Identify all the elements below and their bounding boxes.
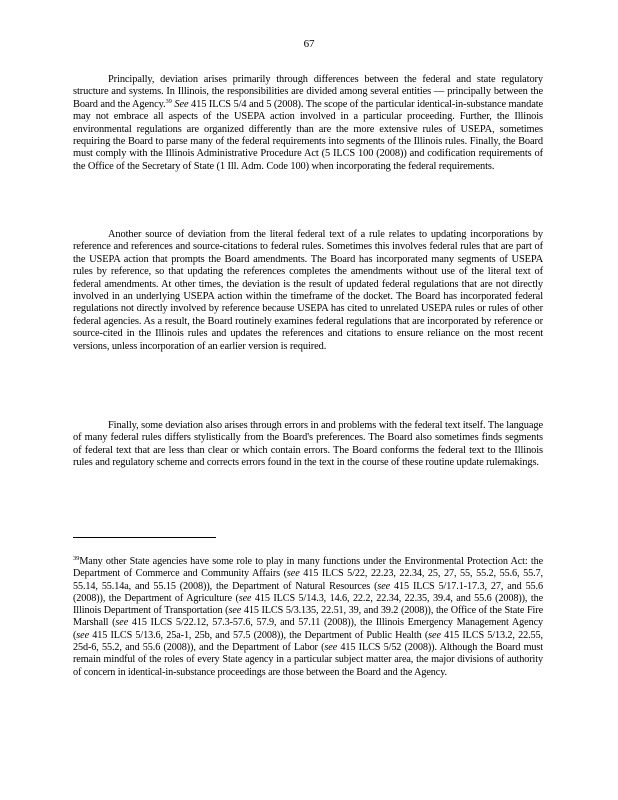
paragraph-3 xyxy=(73,420,543,470)
footnote-reference[interactable]: 39 xyxy=(165,97,172,105)
citation-signal: See xyxy=(174,98,189,110)
paragraph-2-text: Another source of deviation from the literal federal text of a rule relates to updating incorporations by reference and references and source-citations to federal rules. Sometimes this involves federal rules that are part of the USEPA action that prompts the Board amendments. The Board has incorporated many segments of USEPA rules by reference, so that updating the references completes the amendments without use of the literal text of federal amendments. At other times, the deviation is the result of updated federal regulations that are not directly involved in an underlying USEPA action within the timeframe of the docket. The Board has incorporated federal regulations not directly involved by reference because USEPA has cited to unrelated USEPA rules or rules of other federal agencies. As a result, the Board routinely examines federal regulations that are incorporated by reference or source-cited in the Illinois rules and updates the references and citations to ensure reliance on the most recent versions, unless incorporation of an earlier version is required. xyxy=(73,229,543,352)
footnote-segment: 415 ILCS 5/22.12, 57.3-57.6, 57.9, and 57.11 (2008)), the Illinois Emergency Management Agency ( xyxy=(73,617,544,641)
footnote-39 xyxy=(73,556,543,679)
footnote-separator xyxy=(73,537,216,538)
footnote-segment: 415 ILCS 5/3.135, 22.51, 39, and 39.2 (2008)), the Office of the State Fire Marshall ( xyxy=(73,605,543,629)
citation-signal: see xyxy=(286,568,300,580)
paragraph-3-text: Finally, some deviation also arises through errors in and problems with the federal text itself. The language of many federal rules differs stylistically from the Board's preferences. The Board also sometimes finds segments of federal text that are less than clear or which contain errors. The Board conforms the federal text to the Illinois rules and regulatory scheme and corrects errors found in the text in the course of these routine update rulemakings. xyxy=(73,420,543,469)
citation-signal: see xyxy=(238,592,252,604)
paragraph-2 xyxy=(73,229,543,353)
footnote-segment: 415 ILCS 5/52 (2008)). Although the Board must remain mindful of the roles of every State agency in a particular subject matter area, the major divisions of authority of concern in identical-in-substance proceedings are those between the Board and the Agency. xyxy=(73,642,543,678)
footnote-segment: 415 ILCS 5/13.6, 25a-1, 25b, and 57.5 (2008)), the Department of Public Health ( xyxy=(89,629,429,641)
citation-signal: see xyxy=(76,629,90,641)
paragraph-1-text xyxy=(73,74,543,173)
citation-signal: see xyxy=(428,629,441,641)
footnote-segment: Many other State agencies have some role to play in many functions under the Environmental Protection Act: the Department of Commerce and Community Affairs ( xyxy=(73,556,543,580)
citation-signal: see xyxy=(324,642,338,654)
footnote-segment: 415 ILCS 5/17.1-17.3, 27, and 55.6 (2008)), the Department of Agriculture ( xyxy=(73,580,543,604)
citation-signal: see xyxy=(115,617,129,629)
paragraph-1-text-b: 415 ILCS 5/4 and 5 (2008). The scope of the particular identical-in-substance mandate may not embrace all aspects of the USEPA action involved in a particular proceeding. Further, the Illinois environmental regulations are organized differently than are the more extensive rules of USEPA, sometimes requiring the Board to parse many of the federal requirements into segments of the Illinois rules. Finally, the Board must comply with the Illinois Administrative Procedure Act (5 ILCS 100 (2008)) and codification requirements of the Office of the Secretary of State (1 Ill. Adm. Code 100) when incorporating the federal requirements. xyxy=(73,98,544,172)
page-number: 67 xyxy=(303,38,315,50)
footnote-segment: 415 ILCS 5/13.2, 22.55, 25d-6, 55.2, and 55.6 (2008)), and the Department of Labor ( xyxy=(73,629,543,654)
footnote-marker: 39 xyxy=(73,555,80,562)
footnote-segment: 415 ILCS 5/22, 22.23, 22.34, 25, 27, 55, 55.2, 55.6, 55.7, 55.14, 55.14a, and 55.15 (2008)), the Department of Natural Resources ( xyxy=(73,568,543,592)
footnote-text xyxy=(73,556,543,678)
citation-signal: see xyxy=(377,580,391,592)
paragraph-1 xyxy=(73,74,543,173)
citation-signal: see xyxy=(228,605,242,617)
footnote-segment: 415 ILCS 5/14.3, 14.6, 22.2, 22.34, 22.35, 39.4, and 55.6 (2008)), the Illinois Department of Transportation ( xyxy=(73,592,543,617)
paragraph-1-text-a: Principally, deviation arises primarily through differences between the federal and state regulatory structure and systems. In Illinois, the responsibilities are divided among several entities — principally between the Board and the Agency. xyxy=(73,74,543,110)
